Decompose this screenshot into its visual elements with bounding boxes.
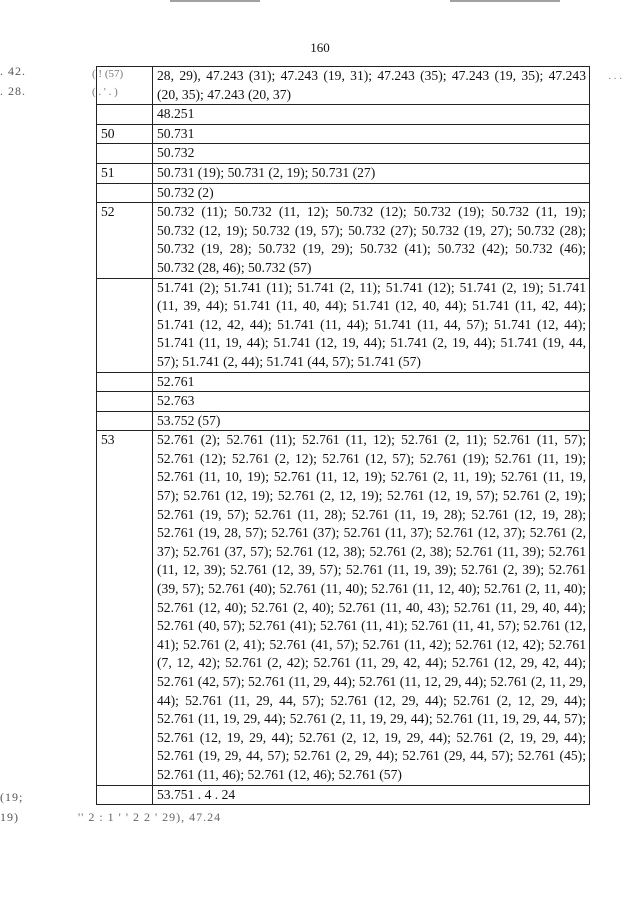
table-row: [97, 431, 590, 785]
table-row: [97, 163, 590, 183]
row-number: [97, 183, 153, 203]
row-value: 50.732 (11); 50.732 (11, 12); 50.732 (12); 50.732 (19); 50.732 (11, 19); 50.732 (12, 19); 50.732 (19, 57); 50.732 (27); 50.732 (19, 27); 50.732 (28); 50.732 (19, 28); 50.732 (19, 29); 50.732 (41); 50.732 (42); 50.732 (46); 50.732 (28, 46); 50.732 (57): [153, 203, 590, 278]
bleed-through-text: ( ! (57): [92, 68, 124, 80]
table-row: [97, 392, 590, 412]
row-value: 52.763: [153, 392, 590, 412]
row-number: 50: [97, 124, 153, 144]
table-row: [97, 411, 590, 431]
margin-fragment: . . .: [608, 70, 622, 82]
scan-artifact: [450, 0, 560, 2]
margin-fragment: (19;: [0, 790, 24, 804]
table-row: [97, 67, 590, 105]
table-row: [97, 785, 590, 805]
table-row: [97, 105, 590, 125]
margin-fragment: . 28.: [0, 84, 26, 98]
row-value: 50.731: [153, 124, 590, 144]
row-value: 53.751 . 4 . 24: [153, 785, 590, 805]
table-row: [97, 144, 590, 164]
row-number: 53: [97, 431, 153, 785]
row-value: 52.761: [153, 372, 590, 392]
row-number: [97, 392, 153, 412]
row-number: [97, 144, 153, 164]
row-value: 50.731 (19); 50.731 (2, 19); 50.731 (27): [153, 163, 590, 183]
row-value: 28, 29), 47.243 (31); 47.243 (19, 31); 47.243 (35); 47.243 (19, 35); 47.243 (20, 35); 47.243 (20, 37): [153, 67, 590, 105]
bleed-through-text: '' 2 : 1 ' ' 2 2 ' 29), 47.24: [78, 810, 222, 824]
row-value: 51.741 (2); 51.741 (11); 51.741 (2, 11); 51.741 (12); 51.741 (2, 19); 51.741 (11, 39, 44); 51.741 (11, 40, 44); 51.741 (12, 40, 44); 51.741 (11, 42, 44); 51.741 (12, 42, 44); 51.741 (11, 44); 51.741 (11, 44, 57); 51.741 (12, 44); 51.741 (11, 19, 44); 51.741 (12, 19, 44); 51.741 (2, 19, 44); 51.741 (19, 44, 57); 51.741 (2, 44); 51.741 (44, 57); 51.741 (57): [153, 278, 590, 372]
row-number: [97, 785, 153, 805]
row-number: [97, 105, 153, 125]
bleed-through-text: ( . ' . ): [92, 86, 118, 98]
table-row: [97, 203, 590, 278]
row-number: [97, 67, 153, 105]
row-number: 52: [97, 203, 153, 278]
row-number: [97, 372, 153, 392]
table-row: [97, 278, 590, 372]
row-value: 53.752 (57): [153, 411, 590, 431]
table-row: [97, 183, 590, 203]
row-number: 51: [97, 163, 153, 183]
row-value: 52.761 (2); 52.761 (11); 52.761 (11, 12); 52.761 (2, 11); 52.761 (11, 57); 52.761 (12); 52.761 (2, 12); 52.761 (12, 57); 52.761 (19); 52.761 (11, 19); 52.761 (11, 10, 19); 52.761 (11, 12, 19); 52.761 (2, 11, 19); 52.761 (11, 19, 57); 52.761 (12, 19); 52.761 (2, 12, 19); 52.761 (12, 19, 57); 52.761 (2, 19); 52.761 (19, 57); 52.761 (11, 28); 52.761 (11, 19, 28); 52.761 (12, 19, 28); 52.761 (19, 28, 57); 52.761 (37); 52.761 (11, 37); 52.761 (12, 37); 52.761 (2, 37); 52.761 (37, 57); 52.761 (12, 38); 52.761 (2, 38); 52.761 (11, 39); 52.761 (11, 12, 39); 52.761 (12, 39, 57); 52.761 (11, 19, 39); 52.761 (2, 39); 52.761 (39, 57); 52.761 (40); 52.761 (11, 40); 52.761 (11, 12, 40); 52.761 (2, 11, 40); 52.761 (12, 40); 52.761 (2, 40); 52.761 (11, 40, 43); 52.761 (11, 29, 40, 44); 52.761 (40, 57); 52.761 (41); 52.761 (11, 41); 52.761 (11, 41, 57); 52.761 (12, 41); 52.761 (2, 41); 52.761 (41, 57); 52.761 (11, 42); 52.761 (12, 42); 52.761 (7, 12, 42); 52.761 (2, 42); 52.761 (11, 29, 42, 44); 52.761 (12, 29, 42, 44); 52.761 (42, 57); 52.761 (11, 29, 44); 52.761 (11, 12, 29, 44); 52.761 (2, 11, 29, 44); 52.761 (11, 29, 44, 57); 52.761 (12, 29, 44); 52.761 (2, 12, 29, 44); 52.761 (11, 19, 29, 44); 52.761 (2, 11, 19, 29, 44); 52.761 (11, 19, 29, 44, 57); 52.761 (12, 19, 29, 44); 52.761 (2, 12, 19, 29, 44); 52.761 (2, 19, 29, 44); 52.761 (19, 29, 44, 57); 52.761 (2, 29, 44); 52.761 (29, 44, 57); 52.761 (45); 52.761 (11, 46); 52.761 (12, 46); 52.761 (57): [153, 431, 590, 785]
table-row: [97, 372, 590, 392]
row-number: [97, 411, 153, 431]
margin-fragment: . 42.: [0, 64, 26, 78]
row-value: 50.732 (2): [153, 183, 590, 203]
row-number: [97, 278, 153, 372]
row-value: 50.732: [153, 144, 590, 164]
margin-fragment: 19): [0, 810, 19, 824]
row-value: 48.251: [153, 105, 590, 125]
page-number: 160: [310, 40, 330, 55]
code-table: [96, 66, 590, 805]
table-row: [97, 124, 590, 144]
scan-artifact: [170, 0, 260, 2]
